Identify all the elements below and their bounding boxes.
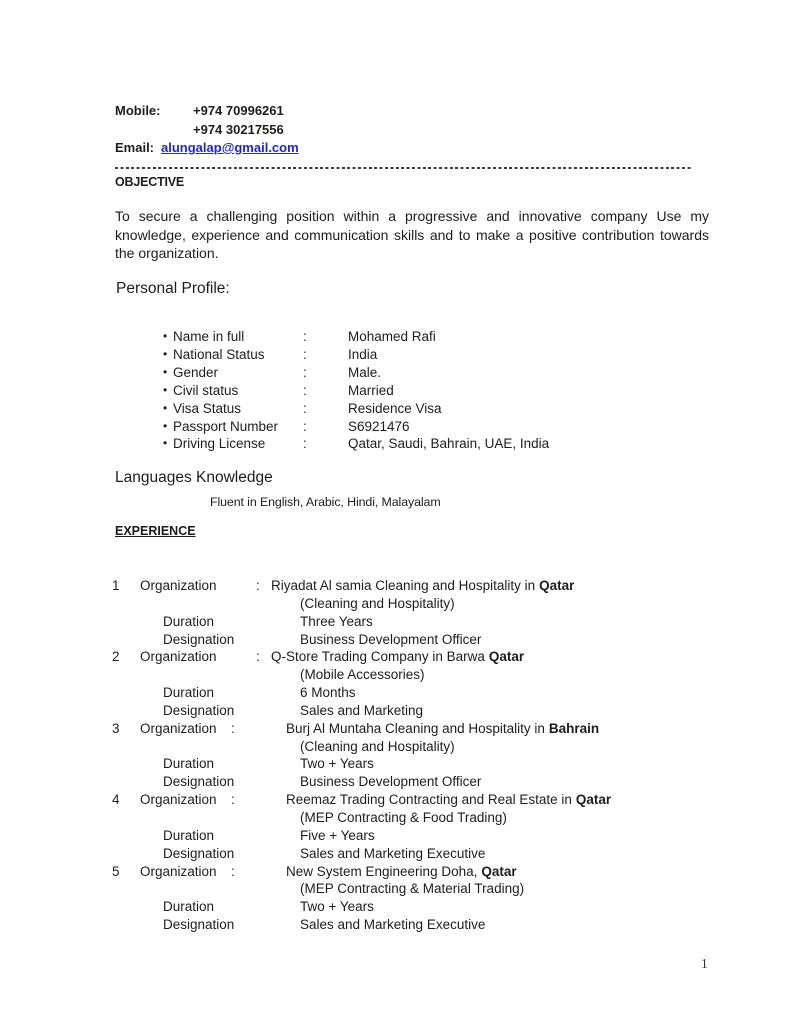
- organization-row: [112, 863, 611, 881]
- designation-label: Designation: [163, 774, 235, 790]
- bullet-icon: •: [163, 364, 168, 379]
- organization-label: Organization: [140, 863, 217, 879]
- organization-row: [112, 720, 611, 738]
- duration-value: Five + Years: [300, 827, 375, 843]
- organization-label: Organization: [140, 578, 217, 593]
- duration-label: Duration: [163, 613, 215, 629]
- profile-item-visa-status: [163, 400, 549, 418]
- duration-label: Duration: [163, 685, 215, 701]
- category-row: (MEP Contracting & Food Trading): [300, 809, 507, 825]
- bullet-icon: •: [163, 346, 168, 361]
- email-link[interactable]: alungalap@gmail.com: [161, 140, 299, 155]
- mobile-row: [115, 102, 299, 121]
- duration-row: [112, 827, 611, 845]
- profile-item-civil-status: [163, 382, 549, 400]
- profile-value: Mohamed Rafi: [348, 329, 436, 344]
- bullet-icon: •: [163, 400, 168, 415]
- profile-item-gender: [163, 364, 549, 382]
- organization-value: [246, 791, 611, 809]
- mobile-label: Mobile:: [115, 103, 161, 118]
- organization-name: Burj Al Muntaha Cleaning and Hospitality in: [286, 720, 545, 736]
- profile-value: India: [348, 346, 378, 362]
- colon-separator: :: [231, 863, 235, 879]
- profile-value: Qatar, Saudi, Bahrain, UAE, India: [348, 436, 550, 452]
- phone-number-2: +974 30217556: [193, 121, 284, 137]
- profile-label: Civil status: [173, 382, 239, 398]
- organization-row: [112, 577, 611, 595]
- profile-label: Driving License: [173, 436, 266, 452]
- designation-value: Sales and Marketing Executive: [300, 845, 486, 861]
- languages-heading: Languages Knowledge: [115, 469, 273, 486]
- colon-separator: :: [256, 649, 260, 665]
- organization-country: Bahrain: [548, 720, 600, 736]
- colon-separator: :: [303, 400, 307, 416]
- languages-detail: Fluent in English, Arabic, Hindi, Malayalam: [210, 495, 441, 509]
- profile-label: Name in full: [173, 329, 245, 344]
- profile-label: Passport Number: [173, 418, 279, 434]
- organization-name: Q-Store Trading Company in Barwa: [271, 649, 485, 665]
- email-row: [115, 139, 299, 158]
- organization-label: Organization: [140, 649, 217, 665]
- page-number: 1: [701, 956, 708, 971]
- colon-separator: :: [303, 346, 307, 362]
- colon-separator: :: [256, 578, 260, 593]
- designation-row: [112, 845, 611, 863]
- duration-value: Two + Years: [300, 756, 374, 772]
- entry-number: 1: [112, 578, 120, 593]
- experience-entry-4: [112, 791, 611, 862]
- organization-row: [112, 791, 611, 809]
- duration-row: [112, 755, 611, 773]
- organization-name: Reemaz Trading Contracting and Real Estate in: [286, 792, 572, 808]
- organization-name: New System Engineering Doha,: [286, 863, 478, 879]
- bullet-icon: •: [163, 382, 168, 397]
- email-label: Email:: [115, 140, 155, 155]
- designation-value: Sales and Marketing Executive: [300, 917, 486, 933]
- designation-value: Business Development Officer: [300, 774, 482, 790]
- organization-label: Organization: [140, 720, 217, 736]
- designation-row: [112, 631, 611, 649]
- entry-number: 5: [112, 863, 120, 879]
- profile-item-name: [163, 328, 549, 346]
- duration-value: Two + Years: [300, 899, 374, 915]
- category-row: (Cleaning and Hospitality): [300, 595, 455, 611]
- profile-value: S6921476: [348, 418, 410, 434]
- designation-row: [112, 773, 611, 791]
- experience-entry-2: [112, 648, 611, 719]
- dashed-divider: [115, 167, 693, 169]
- category-row: (Mobile Accessories): [300, 667, 425, 683]
- bullet-icon: •: [163, 436, 168, 451]
- colon-separator: :: [231, 792, 235, 808]
- personal-profile-heading: Personal Profile:: [116, 280, 230, 297]
- entry-number: 4: [112, 792, 120, 808]
- experience-entry-1: [112, 577, 611, 648]
- duration-row: [112, 898, 611, 916]
- designation-label: Designation: [163, 631, 235, 647]
- designation-label: Designation: [163, 917, 235, 933]
- entry-number: 3: [112, 720, 120, 736]
- profile-label: Gender: [173, 364, 219, 380]
- profile-value: Married: [348, 382, 394, 398]
- experience-list: [112, 577, 611, 934]
- organization-country: Qatar: [488, 649, 525, 665]
- designation-value: Business Development Officer: [300, 631, 482, 647]
- designation-label: Designation: [163, 702, 235, 718]
- experience-heading: EXPERIENCE: [115, 524, 196, 538]
- duration-label: Duration: [163, 827, 215, 843]
- duration-label: Duration: [163, 899, 215, 915]
- profile-item-national-status: [163, 346, 549, 364]
- designation-value: Sales and Marketing: [300, 702, 424, 718]
- colon-separator: :: [303, 436, 307, 452]
- entry-number: 2: [112, 649, 120, 665]
- phone-number-1: +974 70996261: [193, 103, 284, 118]
- experience-entry-3: [112, 720, 611, 791]
- duration-row: [112, 613, 611, 631]
- organization-country: Qatar: [539, 578, 575, 593]
- colon-separator: :: [303, 382, 307, 398]
- organization-value: [246, 720, 599, 738]
- colon-separator: :: [303, 364, 307, 380]
- bullet-icon: •: [163, 418, 168, 433]
- organization-value: [246, 863, 517, 881]
- duration-value: Three Years: [300, 613, 373, 629]
- duration-row: [112, 684, 611, 702]
- colon-separator: :: [231, 720, 235, 736]
- designation-row: [112, 916, 611, 934]
- organization-country: Qatar: [481, 863, 517, 879]
- profile-value: Residence Visa: [348, 400, 442, 416]
- personal-profile-list: [163, 328, 549, 453]
- profile-item-passport: [163, 418, 549, 436]
- designation-label: Designation: [163, 845, 235, 861]
- profile-item-driving-license: [163, 435, 549, 453]
- profile-label: Visa Status: [173, 400, 242, 416]
- organization-label: Organization: [140, 792, 217, 808]
- bullet-icon: •: [163, 329, 168, 343]
- duration-label: Duration: [163, 756, 215, 772]
- organization-value: [271, 648, 524, 666]
- category-row: (MEP Contracting & Material Trading): [300, 881, 525, 897]
- contact-block: [115, 102, 299, 158]
- experience-entry-5: [112, 863, 611, 934]
- duration-value: 6 Months: [300, 685, 356, 701]
- profile-label: National Status: [173, 346, 265, 362]
- objective-heading: OBJECTIVE: [115, 175, 185, 189]
- profile-value: Male.: [348, 364, 382, 380]
- organization-name: Riyadat Al samia Cleaning and Hospitality in: [271, 578, 536, 593]
- objective-text: To secure a challenging position within a progressive and innovative company Use my knowledge, experience and communication skills and to make a positive contribution towards the organization.: [115, 208, 709, 262]
- designation-row: [112, 702, 611, 720]
- organization-country: Qatar: [575, 792, 612, 808]
- colon-separator: :: [303, 329, 307, 344]
- organization-row: [112, 648, 611, 666]
- colon-separator: :: [303, 418, 307, 434]
- organization-value: [271, 577, 574, 595]
- category-row: (Cleaning and Hospitality): [300, 738, 455, 754]
